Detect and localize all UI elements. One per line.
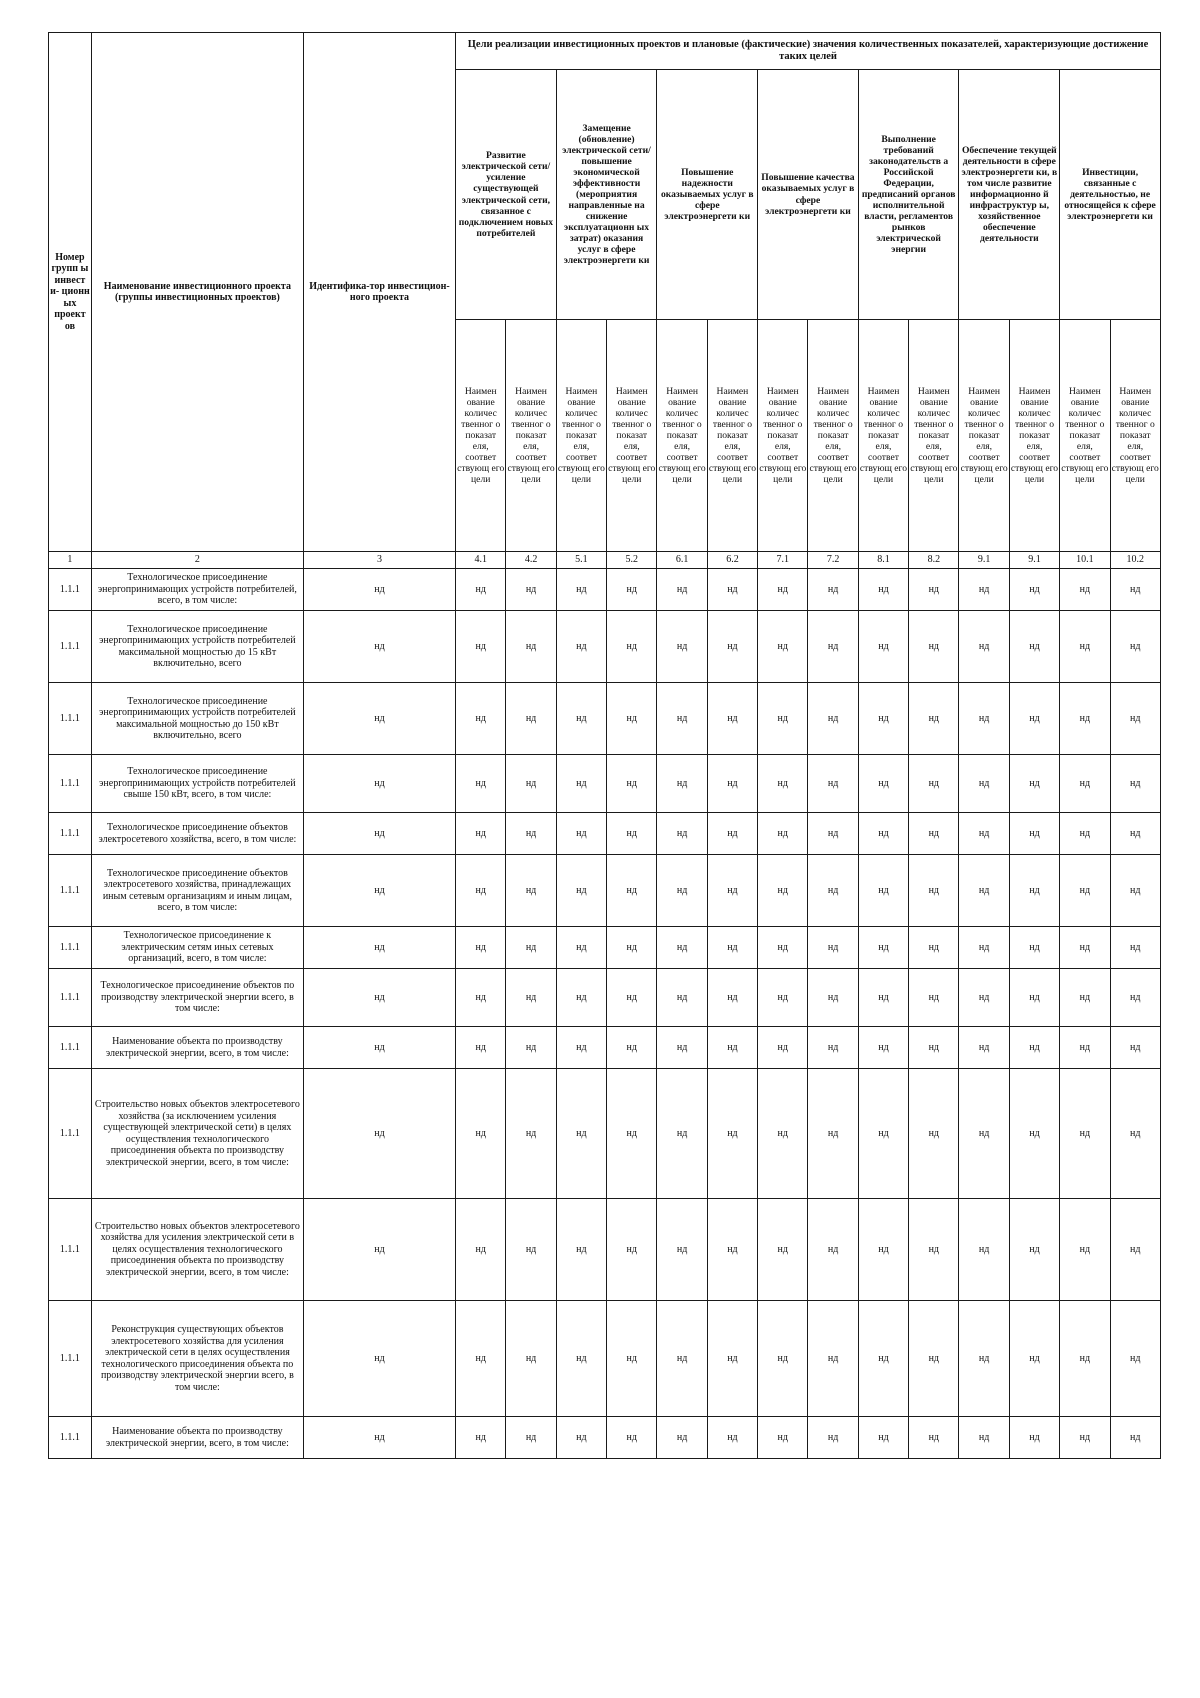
row-project-id: нд: [303, 813, 455, 855]
row-indicator-value: нд: [758, 755, 808, 813]
table-row: [49, 1027, 1161, 1069]
row-project-name: Строительство новых объектов электросетевого хозяйства для усиления электрической сети в целях осуществления технологического присоединения объекта по производству электрической энергии, всего, в том числе:: [91, 1199, 303, 1301]
column-number-cell: 6.1: [657, 552, 707, 569]
row-indicator-value: нд: [607, 855, 657, 927]
row-indicator-value: нд: [1060, 683, 1110, 755]
column-number-cell: 10.1: [1060, 552, 1110, 569]
row-project-name: Строительство новых объектов электросетевого хозяйства (за исключением усиления существующей электрической сети) в целях осуществления технологического присоединения объекта по производству электрической энергии, всего, в том числе:: [91, 1069, 303, 1199]
row-indicator-value: нд: [959, 683, 1009, 755]
row-indicator-value: нд: [506, 855, 556, 927]
row-indicator-value: нд: [909, 755, 959, 813]
row-indicator-value: нд: [456, 611, 506, 683]
row-indicator-value: нд: [556, 1027, 606, 1069]
row-indicator-value: нд: [1009, 1069, 1059, 1199]
row-indicator-value: нд: [657, 569, 707, 611]
row-indicator-value: нд: [657, 1417, 707, 1459]
row-indicator-value: нд: [858, 1027, 908, 1069]
header-indicator-cell: Наимен ование количес твенног о показат еля, соответ ствующ его цели: [909, 320, 959, 552]
header-indicator-cell: Наимен ование количес твенног о показат еля, соответ ствующ его цели: [808, 320, 858, 552]
row-project-id: нд: [303, 1301, 455, 1417]
row-indicator-value: нд: [1009, 755, 1059, 813]
row-indicator-value: нд: [456, 927, 506, 969]
header-indicator-cell: Наимен ование количес твенног о показат еля, соответ ствующ его цели: [858, 320, 908, 552]
row-indicator-value: нд: [858, 855, 908, 927]
row-indicator-value: нд: [909, 1069, 959, 1199]
row-indicator-value: нд: [657, 683, 707, 755]
row-indicator-value: нд: [506, 1417, 556, 1459]
row-indicator-value: нд: [1060, 813, 1110, 855]
row-indicator-value: нд: [707, 813, 757, 855]
row-indicator-value: нд: [858, 813, 908, 855]
row-indicator-value: нд: [758, 927, 808, 969]
row-indicator-value: нд: [1060, 1027, 1110, 1069]
row-indicator-value: нд: [657, 1027, 707, 1069]
row-indicator-value: нд: [758, 813, 808, 855]
row-indicator-value: нд: [506, 927, 556, 969]
row-indicator-value: нд: [707, 1069, 757, 1199]
row-indicator-value: нд: [1110, 1417, 1160, 1459]
row-indicator-value: нд: [858, 611, 908, 683]
table-row: [49, 569, 1161, 611]
row-project-id: нд: [303, 1199, 455, 1301]
row-indicator-value: нд: [707, 855, 757, 927]
column-number-cell: 1: [49, 552, 92, 569]
row-indicator-value: нд: [959, 1199, 1009, 1301]
row-indicator-value: нд: [506, 969, 556, 1027]
row-indicator-value: нд: [909, 569, 959, 611]
row-indicator-value: нд: [456, 1199, 506, 1301]
row-project-name: Технологическое присоединение энергопринимающих устройств потребителей максимальной мощностью до 15 кВт включительно, всего: [91, 611, 303, 683]
row-indicator-value: нд: [909, 1301, 959, 1417]
row-indicator-value: нд: [909, 1027, 959, 1069]
row-project-id: нд: [303, 1069, 455, 1199]
column-number-cell: 8.1: [858, 552, 908, 569]
row-indicator-value: нд: [1060, 1069, 1110, 1199]
row-indicator-value: нд: [657, 755, 707, 813]
row-indicator-value: нд: [959, 1027, 1009, 1069]
row-project-id: нд: [303, 969, 455, 1027]
row-indicator-value: нд: [808, 969, 858, 1027]
row-project-name: Технологическое присоединение объектов электросетевого хозяйства, всего, в том числе:: [91, 813, 303, 855]
row-indicator-value: нд: [657, 1199, 707, 1301]
row-indicator-value: нд: [1110, 569, 1160, 611]
row-project-name: Технологическое присоединение энергопринимающих устройств потребителей свыше 150 кВт, всего, в том числе:: [91, 755, 303, 813]
row-group-number: 1.1.1: [49, 1069, 92, 1199]
row-indicator-value: нд: [808, 683, 858, 755]
header-indicator-cell: Наимен ование количес твенног о показат еля, соответ ствующ его цели: [758, 320, 808, 552]
row-indicator-value: нд: [758, 1301, 808, 1417]
row-indicator-value: нд: [607, 1301, 657, 1417]
row-indicator-value: нд: [707, 755, 757, 813]
row-indicator-value: нд: [456, 1027, 506, 1069]
row-indicator-value: нд: [959, 611, 1009, 683]
row-indicator-value: нд: [1110, 611, 1160, 683]
row-project-id: нд: [303, 1417, 455, 1459]
row-indicator-value: нд: [506, 611, 556, 683]
header-goal-8: Выполнение требований законодательств а Российской Федерации, предписаний органов исполнительной власти, регламентов рынков электрической энергии: [858, 70, 959, 320]
row-project-id: нд: [303, 855, 455, 927]
row-group-number: 1.1.1: [49, 969, 92, 1027]
row-indicator-value: нд: [556, 611, 606, 683]
row-indicator-value: нд: [456, 683, 506, 755]
row-indicator-value: нд: [1060, 969, 1110, 1027]
row-indicator-value: нд: [1009, 1027, 1059, 1069]
row-indicator-value: нд: [1110, 755, 1160, 813]
row-indicator-value: нд: [1110, 1199, 1160, 1301]
row-indicator-value: нд: [909, 813, 959, 855]
row-group-number: 1.1.1: [49, 855, 92, 927]
row-indicator-value: нд: [808, 855, 858, 927]
row-indicator-value: нд: [506, 813, 556, 855]
row-indicator-value: нд: [909, 611, 959, 683]
row-indicator-value: нд: [858, 969, 908, 1027]
row-indicator-value: нд: [1060, 569, 1110, 611]
table-row: [49, 855, 1161, 927]
header-goal-6: Повышение надежности оказываемых услуг в сфере электроэнергети ки: [657, 70, 758, 320]
row-indicator-value: нд: [456, 1417, 506, 1459]
row-indicator-value: нд: [808, 1069, 858, 1199]
row-indicator-value: нд: [1060, 755, 1110, 813]
row-indicator-value: нд: [808, 1417, 858, 1459]
row-indicator-value: нд: [1110, 1027, 1160, 1069]
row-indicator-value: нд: [808, 1199, 858, 1301]
row-indicator-value: нд: [456, 855, 506, 927]
row-indicator-value: нд: [607, 1199, 657, 1301]
row-indicator-value: нд: [1009, 569, 1059, 611]
header-indicator-cell: Наимен ование количес твенног о показат еля, соответ ствующ его цели: [959, 320, 1009, 552]
row-indicator-value: нд: [1009, 611, 1059, 683]
row-indicator-value: нд: [858, 683, 908, 755]
header-indicator-cell: Наимен ование количес твенног о показат еля, соответ ствующ его цели: [1060, 320, 1110, 552]
table-header: [49, 33, 1161, 569]
header-indicator-cell: Наимен ование количес твенног о показат еля, соответ ствующ его цели: [607, 320, 657, 552]
row-indicator-value: нд: [556, 1199, 606, 1301]
row-indicator-value: нд: [556, 927, 606, 969]
row-indicator-value: нд: [607, 755, 657, 813]
column-number-cell: 7.2: [808, 552, 858, 569]
header-goals: Цели реализации инвестиционных проектов и плановые (фактические) значения количественных показателей, характеризующие достижение таких целей: [456, 33, 1161, 70]
row-project-name: Технологическое присоединение объектов по производству электрической энергии всего, в том числе:: [91, 969, 303, 1027]
row-indicator-value: нд: [959, 813, 1009, 855]
row-indicator-value: нд: [858, 569, 908, 611]
row-indicator-value: нд: [1110, 813, 1160, 855]
table-row: [49, 927, 1161, 969]
row-project-id: нд: [303, 927, 455, 969]
column-number-cell: 9.1: [959, 552, 1009, 569]
row-indicator-value: нд: [1009, 1301, 1059, 1417]
row-group-number: 1.1.1: [49, 1199, 92, 1301]
row-indicator-value: нд: [808, 1301, 858, 1417]
column-number-cell: 10.2: [1110, 552, 1160, 569]
row-project-name: Технологическое присоединение энергопринимающих устройств потребителей, всего, в том числе:: [91, 569, 303, 611]
row-indicator-value: нд: [657, 969, 707, 1027]
row-indicator-value: нд: [707, 611, 757, 683]
row-indicator-value: нд: [758, 611, 808, 683]
row-indicator-value: нд: [858, 1417, 908, 1459]
row-indicator-value: нд: [959, 1301, 1009, 1417]
row-indicator-value: нд: [607, 969, 657, 1027]
row-group-number: 1.1.1: [49, 1027, 92, 1069]
row-group-number: 1.1.1: [49, 1417, 92, 1459]
row-indicator-value: нд: [456, 1301, 506, 1417]
row-indicator-value: нд: [808, 1027, 858, 1069]
row-indicator-value: нд: [758, 1417, 808, 1459]
row-indicator-value: нд: [1009, 683, 1059, 755]
header-project-name: Наименование инвестиционного проекта (группы инвестиционных проектов): [91, 33, 303, 552]
header-goal-9: Обеспечение текущей деятельности в сфере электроэнергети ки, в том числе развитие информационно й инфраструктур ы, хозяйственное обеспечение деятельности: [959, 70, 1060, 320]
row-indicator-value: нд: [909, 1199, 959, 1301]
column-number-cell: 4.1: [456, 552, 506, 569]
row-indicator-value: нд: [1009, 813, 1059, 855]
row-project-id: нд: [303, 755, 455, 813]
row-indicator-value: нд: [456, 1069, 506, 1199]
row-indicator-value: нд: [556, 683, 606, 755]
row-group-number: 1.1.1: [49, 927, 92, 969]
row-group-number: 1.1.1: [49, 611, 92, 683]
row-indicator-value: нд: [858, 1069, 908, 1199]
header-indicator-cell: Наимен ование количес твенног о показат еля, соответ ствующ его цели: [506, 320, 556, 552]
row-project-id: нд: [303, 611, 455, 683]
row-indicator-value: нд: [808, 813, 858, 855]
row-indicator-value: нд: [707, 1027, 757, 1069]
row-indicator-value: нд: [556, 1069, 606, 1199]
row-indicator-value: нд: [1009, 969, 1059, 1027]
column-number-cell: 6.2: [707, 552, 757, 569]
row-indicator-value: нд: [959, 569, 1009, 611]
row-indicator-value: нд: [1009, 1417, 1059, 1459]
row-indicator-value: нд: [1110, 1301, 1160, 1417]
row-indicator-value: нд: [959, 1069, 1009, 1199]
header-project-id: Идентифика-тор инвестицион-ного проекта: [303, 33, 455, 552]
row-indicator-value: нд: [959, 927, 1009, 969]
row-indicator-value: нд: [657, 813, 707, 855]
row-indicator-value: нд: [909, 855, 959, 927]
row-indicator-value: нд: [808, 611, 858, 683]
row-indicator-value: нд: [657, 611, 707, 683]
row-indicator-value: нд: [1110, 855, 1160, 927]
table-row: [49, 813, 1161, 855]
row-indicator-value: нд: [607, 927, 657, 969]
row-indicator-value: нд: [607, 813, 657, 855]
header-indicator-cell: Наимен ование количес твенног о показат еля, соответ ствующ его цели: [456, 320, 506, 552]
row-project-id: нд: [303, 569, 455, 611]
investment-goals-table: [48, 32, 1161, 1459]
row-indicator-value: нд: [758, 1027, 808, 1069]
header-group-number: Номер групп ы инвест и- ционн ых проект ов: [49, 33, 92, 552]
header-goal-5: Замещение (обновление) электрической сети/повышение экономической эффективности (мероприятия направленные на снижение эксплуатационн ых затрат) оказания услуг в сфере электроэнергети ки: [556, 70, 657, 320]
row-indicator-value: нд: [758, 855, 808, 927]
row-indicator-value: нд: [506, 683, 556, 755]
row-indicator-value: нд: [1110, 927, 1160, 969]
row-indicator-value: нд: [607, 611, 657, 683]
row-indicator-value: нд: [456, 813, 506, 855]
row-indicator-value: нд: [506, 1199, 556, 1301]
header-indicator-cell: Наимен ование количес твенног о показат еля, соответ ствующ его цели: [1110, 320, 1160, 552]
table-row: [49, 755, 1161, 813]
row-indicator-value: нд: [657, 1069, 707, 1199]
row-group-number: 1.1.1: [49, 813, 92, 855]
table-row: [49, 1301, 1161, 1417]
table-row: [49, 1069, 1161, 1199]
table-row: [49, 611, 1161, 683]
row-indicator-value: нд: [758, 969, 808, 1027]
investment-goals-table-sheet: [48, 32, 1161, 1459]
row-indicator-value: нд: [959, 1417, 1009, 1459]
row-indicator-value: нд: [808, 755, 858, 813]
column-number-cell: 9.1: [1009, 552, 1059, 569]
row-project-id: нд: [303, 1027, 455, 1069]
row-indicator-value: нд: [707, 927, 757, 969]
row-indicator-value: нд: [1060, 1199, 1110, 1301]
header-indicator-cell: Наимен ование количес твенног о показат еля, соответ ствующ его цели: [657, 320, 707, 552]
row-indicator-value: нд: [556, 755, 606, 813]
row-indicator-value: нд: [506, 755, 556, 813]
row-indicator-value: нд: [657, 927, 707, 969]
header-goal-4: Развитие электрической сети/усиление существующей электрической сети, связанное с подключением новых потребителей: [456, 70, 557, 320]
row-group-number: 1.1.1: [49, 1301, 92, 1417]
row-indicator-value: нд: [707, 1301, 757, 1417]
row-indicator-value: нд: [758, 569, 808, 611]
row-indicator-value: нд: [607, 1027, 657, 1069]
row-indicator-value: нд: [456, 969, 506, 1027]
table-row: [49, 1417, 1161, 1459]
row-project-name: Наименование объекта по производству электрической энергии, всего, в том числе:: [91, 1417, 303, 1459]
header-indicator-cell: Наимен ование количес твенног о показат еля, соответ ствующ его цели: [707, 320, 757, 552]
row-project-name: Технологическое присоединение к электрическим сетям иных сетевых организаций, всего, в том числе:: [91, 927, 303, 969]
row-indicator-value: нд: [808, 569, 858, 611]
row-indicator-value: нд: [456, 569, 506, 611]
row-indicator-value: нд: [1060, 927, 1110, 969]
row-indicator-value: нд: [1060, 1417, 1110, 1459]
row-project-id: нд: [303, 683, 455, 755]
row-indicator-value: нд: [707, 969, 757, 1027]
row-project-name: Реконструкция существующих объектов электросетевого хозяйства для усиления электрической сети в целях осуществления технологического присоединения объекта по производству электрической энергии всего, в том числе:: [91, 1301, 303, 1417]
row-project-name: Технологическое присоединение энергопринимающих устройств потребителей максимальной мощностью до 150 кВт включительно, всего: [91, 683, 303, 755]
row-indicator-value: нд: [556, 813, 606, 855]
column-number-cell: 3: [303, 552, 455, 569]
row-indicator-value: нд: [758, 1069, 808, 1199]
row-indicator-value: нд: [456, 755, 506, 813]
row-indicator-value: нд: [1060, 1301, 1110, 1417]
row-indicator-value: нд: [858, 755, 908, 813]
row-indicator-value: нд: [607, 1417, 657, 1459]
row-project-name: Наименование объекта по производству электрической энергии, всего, в том числе:: [91, 1027, 303, 1069]
row-indicator-value: нд: [556, 1301, 606, 1417]
row-indicator-value: нд: [959, 969, 1009, 1027]
row-indicator-value: нд: [1009, 855, 1059, 927]
row-group-number: 1.1.1: [49, 569, 92, 611]
row-indicator-value: нд: [556, 569, 606, 611]
header-indicator-cell: Наимен ование количес твенног о показат еля, соответ ствующ его цели: [556, 320, 606, 552]
row-indicator-value: нд: [506, 1069, 556, 1199]
table-body: [49, 569, 1161, 1459]
row-group-number: 1.1.1: [49, 683, 92, 755]
row-indicator-value: нд: [707, 683, 757, 755]
row-indicator-value: нд: [1110, 1069, 1160, 1199]
row-indicator-value: нд: [506, 1027, 556, 1069]
row-indicator-value: нд: [607, 1069, 657, 1199]
row-indicator-value: нд: [909, 683, 959, 755]
row-indicator-value: нд: [1060, 855, 1110, 927]
row-indicator-value: нд: [1009, 927, 1059, 969]
header-goal-7: Повышение качества оказываемых услуг в сфере электроэнергети ки: [758, 70, 859, 320]
row-indicator-value: нд: [758, 683, 808, 755]
row-indicator-value: нд: [1110, 683, 1160, 755]
row-indicator-value: нд: [707, 1199, 757, 1301]
row-indicator-value: нд: [607, 683, 657, 755]
row-indicator-value: нд: [909, 969, 959, 1027]
row-project-name: Технологическое присоединение объектов электросетевого хозяйства, принадлежащих иным сетевым организациям и иным лицам, всего, в том числе:: [91, 855, 303, 927]
row-indicator-value: нд: [707, 1417, 757, 1459]
row-indicator-value: нд: [657, 855, 707, 927]
row-indicator-value: нд: [556, 969, 606, 1027]
row-indicator-value: нд: [1009, 1199, 1059, 1301]
row-indicator-value: нд: [657, 1301, 707, 1417]
column-number-cell: 4.2: [506, 552, 556, 569]
row-indicator-value: нд: [707, 569, 757, 611]
row-indicator-value: нд: [556, 855, 606, 927]
row-group-number: 1.1.1: [49, 755, 92, 813]
row-indicator-value: нд: [1110, 969, 1160, 1027]
column-number-cell: 2: [91, 552, 303, 569]
column-number-cell: 5.1: [556, 552, 606, 569]
column-number-cell: 7.1: [758, 552, 808, 569]
table-row: [49, 1199, 1161, 1301]
column-number-cell: 5.2: [607, 552, 657, 569]
row-indicator-value: нд: [758, 1199, 808, 1301]
column-number-cell: 8.2: [909, 552, 959, 569]
row-indicator-value: нд: [909, 1417, 959, 1459]
row-indicator-value: нд: [556, 1417, 606, 1459]
row-indicator-value: нд: [959, 755, 1009, 813]
row-indicator-value: нд: [808, 927, 858, 969]
table-row: [49, 969, 1161, 1027]
row-indicator-value: нд: [909, 927, 959, 969]
row-indicator-value: нд: [858, 1301, 908, 1417]
header-goal-10: Инвестиции, связанные с деятельностью, не относящейся к сфере электроэнергети ки: [1060, 70, 1161, 320]
row-indicator-value: нд: [1060, 611, 1110, 683]
row-indicator-value: нд: [959, 855, 1009, 927]
row-indicator-value: нд: [506, 1301, 556, 1417]
row-indicator-value: нд: [858, 1199, 908, 1301]
row-indicator-value: нд: [506, 569, 556, 611]
row-indicator-value: нд: [858, 927, 908, 969]
table-row: [49, 683, 1161, 755]
header-indicator-cell: Наимен ование количес твенног о показат еля, соответ ствующ его цели: [1009, 320, 1059, 552]
row-indicator-value: нд: [607, 569, 657, 611]
